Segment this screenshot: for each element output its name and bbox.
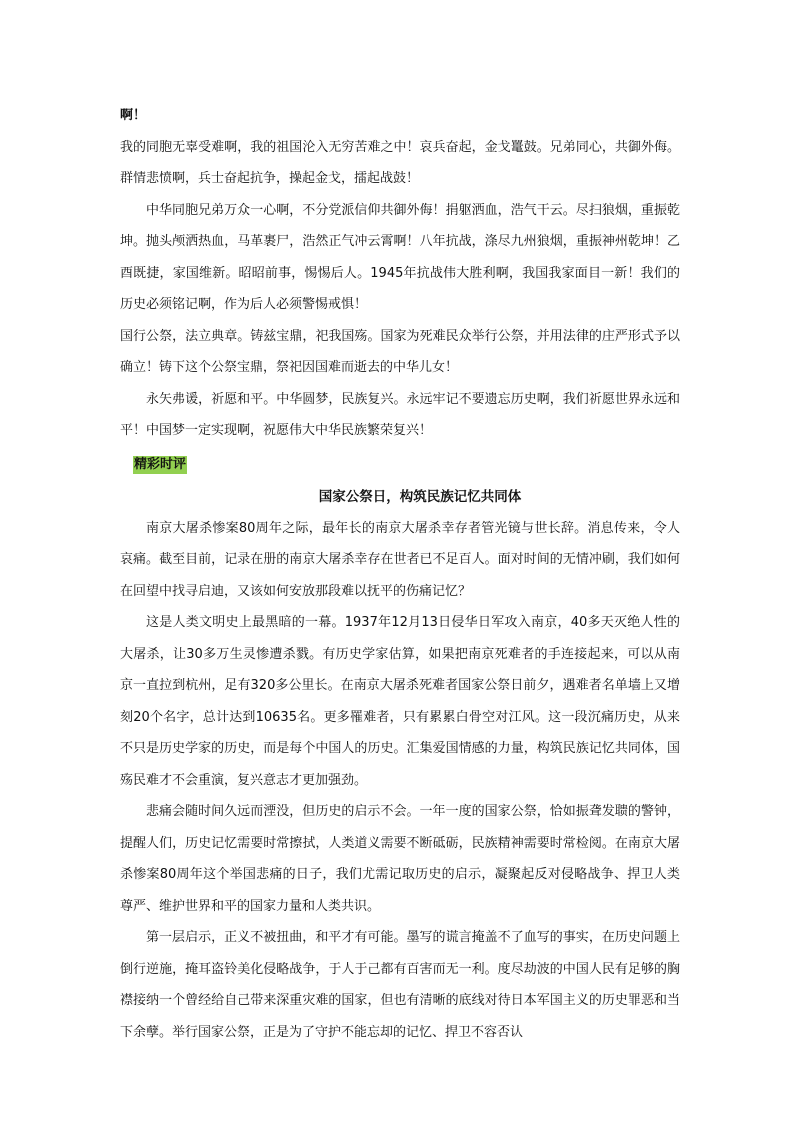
section-tag: 精彩时评 [134,456,187,472]
paragraph-opening: 啊！ [120,108,147,123]
section-tag-line [120,447,680,479]
paragraph-compatriots: 我的同胞无辜受难啊，我的祖国沦入无穷苦难之中！哀兵奋起，金戈鼍鼓。兄弟同心，共御外侮。群情悲愤啊，兵士奋起抗争，操起金戈，擂起战鼓！ [120,139,680,186]
article-paragraph: 第一层启示，正义不被扭曲，和平才有可能。墨写的谎言掩盖不了血写的事实，在历史问题上倒行逆施，掩耳盗铃美化侵略战争，于人于己都有百害而无一利。度尽劫波的中国人民有足够的胸襟接纳一个曾经给自己带来深重灾难的国家，但也有清晰的底线对待日本军国主义的历史罪恶和当下余孽。举行国家公祭，正是为了守护不能忘却的记忆、捍卫不容否认 [120,930,680,1040]
article-title: 国家公祭日，构筑民族记忆共同体 [318,488,522,505]
paragraph-national-memorial: 国行公祭，法立典章。铸兹宝鼎，祀我国殇。国家为死难民众举行公祭，并用法律的庄严形式予以确立！铸下这个公祭宝鼎，祭祀因国难而逝去的中华儿女！ [120,328,680,375]
paragraph-resistance: 中华同胞兄弟万众一心啊，不分党派信仰共御外侮！捐躯洒血，浩气干云。尽扫狼烟，重振乾坤。抛头颅洒热血，马革裹尸，浩然正气冲云霄啊！八年抗战，涤尽九州狼烟，重振神州乾坤！乙酉既捷，家国维新。昭昭前事，惕惕后人。1945年抗战伟大胜利啊，我国我家面目一新！我们的历史必须铭记啊，作为后人必须警惕戒惧！ [120,202,680,312]
article-paragraph: 悲痛会随时间久远而湮没，但历史的启示不会。一年一度的国家公祭，恰如振聋发聩的警钟，提醒人们，历史记忆需要时常擦拭，人类道义需要不断砥砺，民族精神需要时常检阅。在南京大屠杀惨案80周年这个举国悲痛的日子，我们尤需记取历史的启示，凝聚起反对侵略战争、捍卫人类尊严、维护世界和平的国家力量和人类共识。 [120,804,680,914]
article-paragraph: 这是人类文明史上最黑暗的一幕。1937年12月13日侵华日军攻入南京，40多天灭绝人性的大屠杀，让30多万生灵惨遭杀戮。有历史学家估算，如果把南京死难者的手连接起来，可以从南京一直拉到杭州，足有320多公里长。在南京大屠杀死难者国家公祭日前夕，遇难者名单墙上又增刻20个名字，总计达到10635名。更多罹难者，只有累累白骨空对江风。这一段沉痛历史，从来不只是历史学家的历史，而是每个中国人的历史。汇集爱国情感的力量，构筑民族记忆共同体，国殇民难才不会重演，复兴意志才更加强劲。 [120,615,680,788]
paragraph-peace: 永矢弗谖，祈愿和平。中华圆梦，民族复兴。永远牢记不要遗忘历史啊，我们祈愿世界永远和平！中国梦一定实现啊，祝愿伟大中华民族繁荣复兴！ [120,391,680,438]
article-paragraph: 南京大屠杀惨案80周年之际，最年长的南京大屠杀幸存者管光镜与世长辞。消息传来，令人哀痛。截至目前，记录在册的南京大屠杀幸存在世者已不足百人。面对时间的无情冲刷，我们如何在回望中找寻启迪，又该如何安放那段难以抚平的伤痛记忆？ [120,520,680,599]
document-page [120,100,680,1048]
